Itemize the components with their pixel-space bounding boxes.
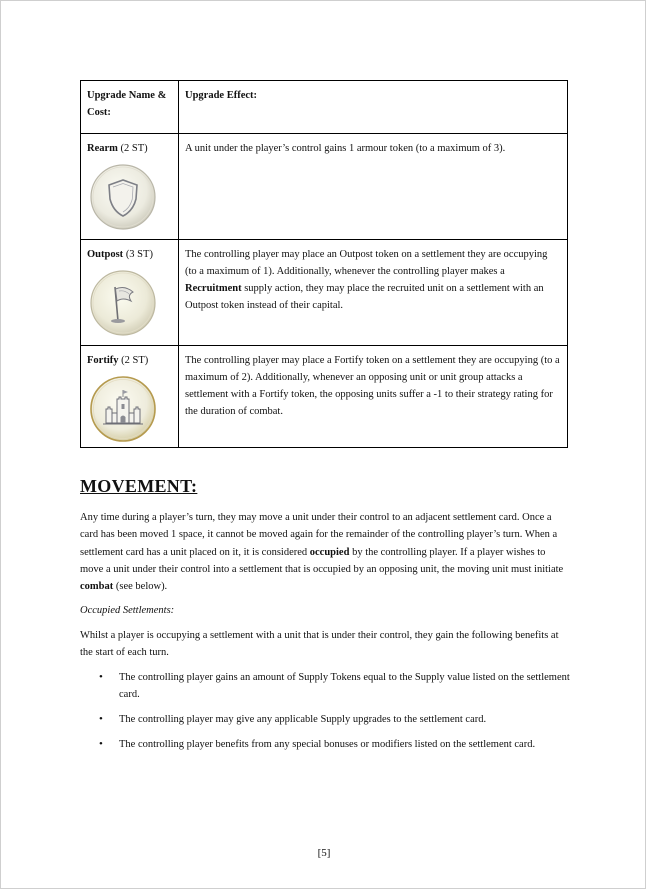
movement-paragraph: Any time during a player’s turn, they may move a unit under their control to an adjacent settlement card. Once a card has been moved 1 space, it cannot be moved again for the remainder of the controlling player’s turn. When a settlement card has a unit placed on it, it is considered occupied by the controlling player. If a player wishes to move a unit under their control into a settlement that is occupied by an opposing unit, the moving unit must initiate combat (see below). xyxy=(80,512,564,593)
benefits-list xyxy=(80,669,570,761)
upgrade-effect-text: The controlling player may place a Fortify token on a settlement they are occupying (to a maximum of 2). Additionally, whenever an opposing unit or unit group attacks a settlement with a Fortify token, the opposing units suffer a -1 to their strategy rating for the duration of combat. xyxy=(185,355,560,417)
table-row xyxy=(81,134,568,240)
upgrade-name-cell xyxy=(81,346,179,448)
flag-coin-icon xyxy=(89,269,157,337)
upgrades-table xyxy=(80,80,568,448)
list-item: • The controlling player gains an amount of Supply Tokens equal to the Supply value listed on the settlement card. xyxy=(99,671,570,700)
upgrade-effect-cell xyxy=(179,134,568,240)
header-name-cost: Upgrade Name & Cost: xyxy=(81,81,179,134)
movement-heading: MOVEMENT: xyxy=(80,476,198,496)
upgrade-cost: (2 ST) xyxy=(118,355,149,366)
upgrade-effect-cell: The controlling player may place an Outpost token on a settlement they are occupying (to a maximum of 1). Additionally, whenever the controlling player makes a Recruitment supply action, they may place the recruited unit on a settlement with an Outpost token instead of their capital. xyxy=(179,240,568,346)
page-number: [5] xyxy=(317,847,331,859)
occupied-term: occupied xyxy=(309,546,350,558)
upgrade-name-cell xyxy=(81,240,179,346)
list-item: • The controlling player benefits from any special bonuses or modifiers listed on the settlement card. xyxy=(80,736,570,753)
shield-coin-icon xyxy=(89,163,157,231)
table-row xyxy=(81,240,568,346)
recruitment-term: Recruitment xyxy=(185,283,242,294)
table-row xyxy=(81,346,568,448)
bullet-icon: • xyxy=(99,713,103,725)
upgrade-cost: (3 ST) xyxy=(123,249,153,260)
upgrade-name: Outpost xyxy=(87,249,124,260)
table-header-row xyxy=(81,81,568,134)
upgrade-name: Rearm xyxy=(87,143,118,154)
bullet-icon: • xyxy=(99,671,103,683)
list-item: • The controlling player may give any applicable Supply upgrades to the settlement card. xyxy=(80,711,570,728)
occupied-settlements-paragraph: Whilst a player is occupying a settlement with a unit that is under their control, they gain the following benefits at the start of each turn. xyxy=(80,630,559,659)
upgrade-cost: (2 ST) xyxy=(117,143,148,154)
upgrade-effect-text: A unit under the player’s control gains 1 armour token (to a maximum of 3). xyxy=(185,143,506,154)
bullet-icon: • xyxy=(99,738,103,750)
occupied-settlements-subheading: Occupied Settlements: xyxy=(80,605,175,616)
castle-coin-icon xyxy=(89,375,157,443)
upgrade-name-cell xyxy=(81,134,179,240)
header-effect: Upgrade Effect: xyxy=(179,81,568,134)
combat-term: combat xyxy=(80,581,114,593)
upgrade-name: Fortify xyxy=(87,355,119,366)
upgrade-effect-cell xyxy=(179,346,568,448)
